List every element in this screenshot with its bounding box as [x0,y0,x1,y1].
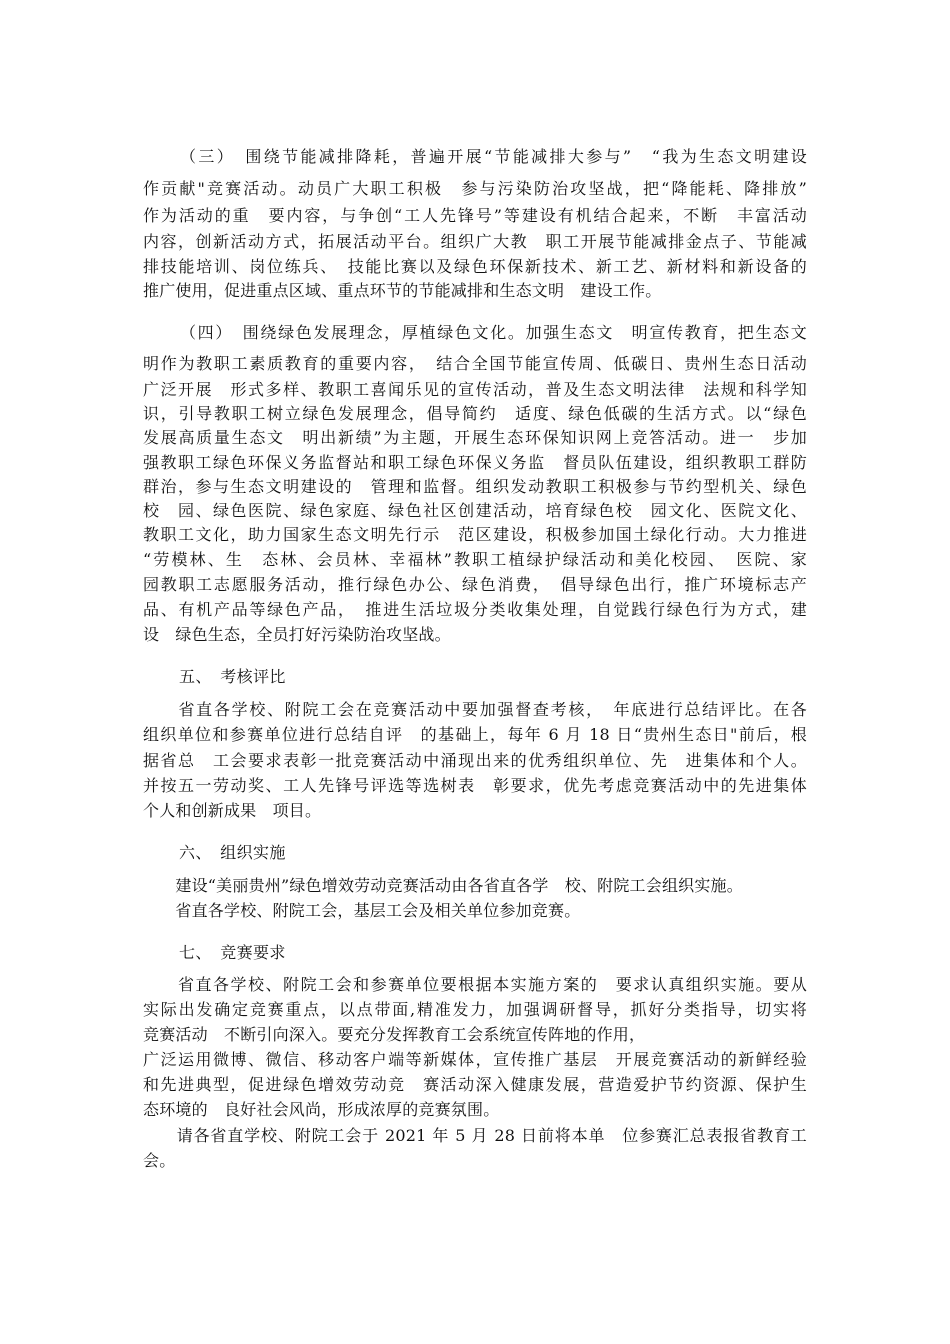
paragraph-line: 据省总 工会要求表彰一批竞赛活动中涌现出来的优秀组织单位、先 进集体和个人。 [143,751,807,770]
paragraph-line: 并按五一劳动奖、工人先锋号评选等选树表 彰要求，优先考虑竞赛活动中的先进集体 [143,776,807,795]
paragraph-line: 明作为教职工素质教育的重要内容， 结合全国节能宣传周、低碳日、贵州生态日活动 [143,354,807,373]
paragraph-line: 识，引导教职工树立绿色发展理念，倡导简约 适度、绿色低碳的生活方式。以“绿色 [143,404,807,423]
paragraph-line: 省直各学校、附院工会，基层工会及相关单位参加竞赛。 [143,901,581,920]
paragraph-line: 态环境的 良好社会风尚，形成浓厚的竞赛氛围。 [143,1100,500,1119]
paragraph-line: 群治，参与生态文明建设的 管理和监督。组织发动教职工积极参与节约型机关、绿色 [143,477,807,496]
paragraph-line: 实际出发确定竞赛重点，以点带面,精准发力，加强调研督导，抓好分类指导，切实将 [143,1000,807,1019]
paragraph-line: 强教职工绿色环保义务监督站和职工绿色环保义务监 督员队伍建设，组织教职工群防 [143,453,807,472]
paragraph-line: 排技能培训、岗位练兵、 技能比赛以及绿色环保新技术、新工艺、新材料和新设备的 [143,257,807,276]
paragraph-line: 和先进典型，促进绿色增效劳动竞 赛活动深入健康发展，营造爱护节约资源、保护生 [143,1075,807,1094]
paragraph-line: 会。 [143,1151,176,1170]
paragraph-line: 建设“美丽贵州”绿色增效劳动竞赛活动由各省直各学 校、附院工会组织实施。 [143,876,743,895]
paragraph-line: 作贡献"竞赛活动。动员广大职工积极 参与污染防治攻坚战，把“降能耗、降排放” [143,179,807,198]
section-heading: 七、 竞赛要求 [179,943,286,962]
paragraph-line: 推广使用，促进重点区域、重点环节的节能减排和生态文明 建设工作。 [143,281,662,300]
paragraph-line: 品、有机产品等绿色产品， 推进生活垃圾分类收集处理，自觉践行绿色行为方式，建 [143,600,807,619]
paragraph-line: （四） 围绕绿色发展理念，厚植绿色文化。加强生态文 明宣传教育，把生态文 [180,323,807,342]
paragraph-line: 发展高质量生态文 明出新绩”为主题，开展生态环保知识网上竞答活动。进一 步加 [143,428,807,447]
paragraph-line: 个人和创新成果 项目。 [143,801,322,820]
paragraph-line: 教职工文化，助力国家生态文明先行示 范区建设，积极参加国土绿化行动。大力推进 [143,525,807,544]
paragraph-line: 广泛运用微博、微信、移动客户端等新媒体，宣传推广基层 开展竞赛活动的新鲜经验 [143,1050,807,1069]
paragraph-line: 园教职工志愿服务活动，推行绿色办公、绿色消费， 倡导绿色出行，推广环境标志产 [143,575,807,594]
paragraph-line: 广泛开展 形式多样、教职工喜闻乐见的宣传活动，普及生态文明法律 法规和科学知 [143,380,807,399]
paragraph-line: （三） 围绕节能减排降耗，普遍开展“节能减排大参与” “我为生态文明建设 [180,147,807,166]
paragraph-line: 组织单位和参赛单位进行总结自评 的基础上，每年 6 月 18 日“贵州生态日"前后，根 [143,725,807,744]
paragraph-line: 内容，创新活动方式，拓展活动平台。组织广大教 职工开展节能减排金点子、节能减 [143,232,807,251]
paragraph-line: 省直各学校、附院工会和参赛单位要根据本实施方案的 要求认真组织实施。要从 [143,975,807,994]
paragraph-line: 请各省直学校、附院工会于 2021 年 5 月 28 日前将本单 位参赛汇总表报省教育工 [143,1126,807,1145]
section-heading: 六、 组织实施 [179,843,286,862]
paragraph-line: “劳模林、生 态林、会员林、幸福林”教职工植绿护绿活动和美化校园、 医院、家 [143,550,807,569]
section-heading: 五、 考核评比 [179,667,286,686]
paragraph-line: 作为活动的重 要内容，与争创“工人先锋号”等建设有机结合起来，不断 丰富活动 [143,206,807,225]
paragraph-line: 校 园、绿色医院、绿色家庭、绿色社区创建活动，培育绿色校 园文化、医院文化、 [143,501,807,520]
paragraph-line: 省直各学校、附院工会在竞赛活动中要加强督查考核， 年底进行总结评比。在各 [143,700,807,719]
paragraph-line: 竞赛活动 不断引向深入。要充分发挥教育工会系统宣传阵地的作用， [143,1025,646,1044]
paragraph-line: 设 绿色生态，全员打好污染防治攻坚战。 [143,625,451,644]
